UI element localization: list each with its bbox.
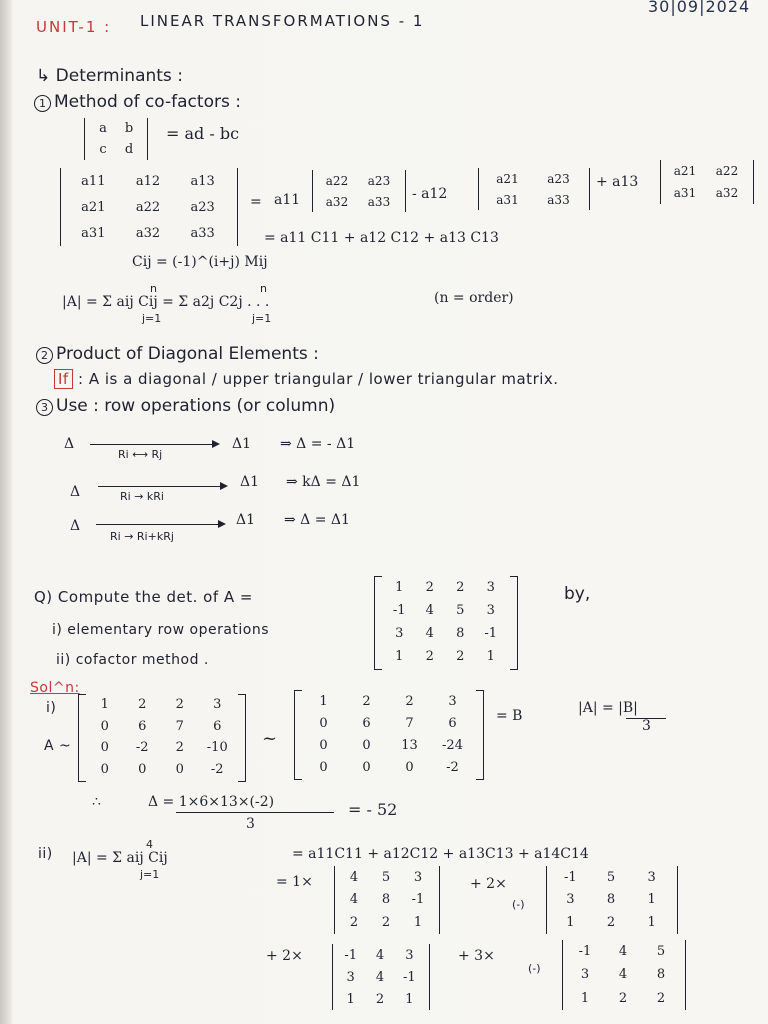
op2-lhs: Δ xyxy=(70,484,81,500)
term4-prefix: + 3× xyxy=(458,948,495,964)
m1-entry: -10 xyxy=(206,740,228,756)
term1-prefix: = 1× xyxy=(276,874,313,890)
minor2-entry: a23 xyxy=(547,171,570,186)
det2-entry: b xyxy=(124,121,134,136)
tilde-symbol: ~ xyxy=(262,728,278,749)
mc-entry: 3 xyxy=(346,969,355,985)
m2-entry: 1 xyxy=(319,693,328,709)
minor-c-entries xyxy=(336,944,424,1010)
method3-title: Use : row operations (or column) xyxy=(56,396,336,416)
qm-entry: -1 xyxy=(484,626,498,641)
m2-entry: 13 xyxy=(401,737,418,753)
qm-entry: 2 xyxy=(425,580,434,595)
det3-entry: a32 xyxy=(135,225,161,241)
det2-entry: c xyxy=(99,142,107,157)
ma-entry: -1 xyxy=(411,892,425,908)
det3-entry: a23 xyxy=(190,199,215,215)
method3-heading xyxy=(36,396,335,416)
page-date: 30|09|2024 xyxy=(648,0,751,16)
m2-entry: 0 xyxy=(319,759,328,775)
det3-entry: a33 xyxy=(190,225,215,241)
solution-a-tilde: A ~ xyxy=(44,738,72,754)
m2-entry: 6 xyxy=(448,715,457,731)
op2-label: Ri → kRi xyxy=(120,490,164,503)
minor3-entry: a32 xyxy=(715,186,739,200)
qm-entry: -1 xyxy=(392,603,406,618)
matrix1-right-bracket xyxy=(238,694,246,782)
matrix2-right-bracket xyxy=(476,690,484,780)
question-matrix xyxy=(384,576,506,668)
mc-entry: 1 xyxy=(405,991,414,1007)
det2-entry: d xyxy=(124,142,134,157)
mc-entry: 2 xyxy=(375,991,385,1007)
minor3-entry: a21 xyxy=(673,164,697,178)
det3-entry: a21 xyxy=(81,199,106,215)
question-matrix-left-bracket xyxy=(374,576,382,670)
expansion-minus-a12: - a12 xyxy=(412,186,448,202)
det-3x3-entries xyxy=(66,168,230,246)
m2-entry: 3 xyxy=(448,693,457,709)
det3-entry: a22 xyxy=(135,199,161,215)
page-title: LINEAR TRANSFORMATIONS - 1 xyxy=(140,12,425,30)
md-entry: 4 xyxy=(618,967,628,983)
minor3-entry: a31 xyxy=(673,186,697,200)
method1-title: Method of co-factors : xyxy=(54,92,241,112)
mc-entry: 4 xyxy=(375,947,385,963)
minor1-entry: a22 xyxy=(325,173,349,188)
ii-lower-limit: j=1 xyxy=(140,868,160,881)
op2-rhs: Δ1 xyxy=(240,474,260,490)
op2-arrow xyxy=(98,486,226,487)
ma-entry: 3 xyxy=(413,869,423,885)
expansion-equals: = xyxy=(250,194,262,210)
m2-entry: -24 xyxy=(442,737,463,753)
if-box: If xyxy=(54,369,73,389)
question-part2: ii) cofactor method . xyxy=(56,652,209,668)
minor-d-entries xyxy=(566,940,680,1010)
m1-entry: 0 xyxy=(100,718,109,734)
minor1-entry: a23 xyxy=(367,173,391,188)
m1-entry: 0 xyxy=(175,761,184,777)
mc-entry: -1 xyxy=(402,969,416,985)
method2-heading xyxy=(36,344,319,364)
delta-denominator: 3 xyxy=(246,816,255,832)
m1-entry: 2 xyxy=(175,697,184,713)
op1-lhs: Δ xyxy=(64,436,75,452)
solution-matrix-1 xyxy=(86,694,236,780)
matrix1-left-bracket xyxy=(78,694,86,782)
minor2-entry: a31 xyxy=(496,192,519,207)
question-label: Q) Compute the det. of A = xyxy=(34,588,253,606)
delta-numerator: Δ = 1×6×13×(-2) xyxy=(148,794,275,810)
solution-part1-label: i) xyxy=(46,700,57,716)
sum-upper-limit-2: n xyxy=(260,282,267,295)
sum-lower-limit: j=1 xyxy=(142,312,162,325)
m2-entry: -2 xyxy=(446,759,459,775)
method1-heading xyxy=(34,92,241,112)
ma-entry: 2 xyxy=(349,915,359,931)
m1-entry: 7 xyxy=(175,718,184,734)
ii-upper-limit: 4 xyxy=(146,838,153,851)
qm-entry: 1 xyxy=(486,649,495,664)
question-part1: i) elementary row operations xyxy=(52,622,270,638)
minor-3-entries xyxy=(664,160,748,204)
delta-result: = - 52 xyxy=(348,800,398,819)
md-entry: -1 xyxy=(578,944,592,960)
det2-entry: a xyxy=(99,121,107,136)
mc-entry: 4 xyxy=(375,969,385,985)
op3-result: ⇒ Δ = Δ1 xyxy=(284,512,350,528)
qm-entry: 3 xyxy=(486,603,495,618)
solution-label: Sol^n: xyxy=(30,680,80,696)
m2-entry: 2 xyxy=(362,693,371,709)
m2-entry: 0 xyxy=(362,737,371,753)
mc-entry: 1 xyxy=(346,991,355,1007)
md-entry: 3 xyxy=(580,967,590,983)
det3-entry: a31 xyxy=(81,225,106,241)
ma-entry: 5 xyxy=(381,869,391,885)
solution-matrix-2 xyxy=(302,690,474,778)
op3-lhs: Δ xyxy=(70,518,81,534)
cofactor-sum: = a11 C11 + a12 C12 + a13 C13 xyxy=(264,230,499,246)
m2-entry: 0 xyxy=(362,759,371,775)
mb-entry: 1 xyxy=(566,915,575,931)
minor2-entry: a33 xyxy=(547,192,570,207)
term2-prefix: + 2× xyxy=(470,876,507,892)
minor1-entry: a33 xyxy=(367,194,391,209)
qm-entry: 8 xyxy=(456,626,465,641)
md-entry: 4 xyxy=(618,944,628,960)
mb-entry: 1 xyxy=(647,892,656,908)
mb-entry: -1 xyxy=(563,869,577,885)
method2-title: Product of Diagonal Elements : xyxy=(56,344,319,364)
qm-entry: 1 xyxy=(395,649,404,664)
op3-arrow xyxy=(96,524,224,525)
det3-entry: a11 xyxy=(81,173,106,189)
term2-sign: (-) xyxy=(512,898,525,911)
equals-b: = B xyxy=(496,708,523,724)
mb-entry: 5 xyxy=(606,869,616,885)
m1-entry: 0 xyxy=(100,740,109,756)
ma-entry: 4 xyxy=(349,892,359,908)
qm-entry: 2 xyxy=(456,649,465,664)
qm-entry: 1 xyxy=(395,580,404,595)
mb-entry: 1 xyxy=(647,915,656,931)
mb-entry: 3 xyxy=(647,869,656,885)
if-text: : A is a diagonal / upper triangular / lower triangular matrix. xyxy=(78,370,559,388)
ma-entry: 4 xyxy=(349,869,359,885)
m1-entry: -2 xyxy=(210,761,224,777)
cofactor-definition: Cij = (-1)^(i+j) Mij xyxy=(132,254,268,270)
m2-entry: 0 xyxy=(319,737,328,753)
minor1-entry: a32 xyxy=(325,194,349,209)
section-heading-determinants: ↳ Determinants : xyxy=(36,66,183,86)
m1-entry: -2 xyxy=(135,740,149,756)
question-by: by, xyxy=(564,584,591,604)
op1-result: ⇒ Δ = - Δ1 xyxy=(280,436,356,452)
m1-entry: 0 xyxy=(138,761,147,777)
op1-label: Ri ⟷ Rj xyxy=(118,448,163,461)
op1-rhs: Δ1 xyxy=(232,436,252,452)
mc-entry: 3 xyxy=(405,947,414,963)
op2-result: ⇒ kΔ = Δ1 xyxy=(286,474,361,490)
cofactor-expansion-formula: |A| = Σ aij Cij xyxy=(72,850,168,866)
m2-entry: 6 xyxy=(362,715,371,731)
m1-entry: 2 xyxy=(175,740,184,756)
ma-entry: 8 xyxy=(381,892,391,908)
m1-entry: 0 xyxy=(100,761,109,777)
minor2-entry: a21 xyxy=(496,171,519,186)
det3-entry: a12 xyxy=(135,173,161,189)
md-entry: 1 xyxy=(580,990,590,1006)
m2-entry: 7 xyxy=(405,715,414,731)
abs-denominator: 3 xyxy=(642,718,651,734)
qm-entry: 4 xyxy=(425,603,434,618)
delta-fraction-bar xyxy=(176,812,334,813)
unit-label: UNIT-1 : xyxy=(36,18,112,36)
matrix2-left-bracket xyxy=(294,690,302,780)
m2-entry: 2 xyxy=(405,693,414,709)
det2-result: = ad - bc xyxy=(166,124,240,143)
minor-2-entries xyxy=(482,168,584,210)
mb-entry: 2 xyxy=(606,915,616,931)
expansion-a11: a11 xyxy=(274,192,301,208)
qm-entry: 3 xyxy=(486,580,495,595)
mb-entry: 3 xyxy=(566,892,575,908)
cofactor-expansion-rhs: = a11C11 + a12C12 + a13C13 + a14C14 xyxy=(292,846,589,862)
md-entry: 2 xyxy=(618,990,628,1006)
m1-entry: 1 xyxy=(100,697,109,713)
qm-entry: 5 xyxy=(456,603,465,618)
m1-entry: 6 xyxy=(138,718,147,734)
md-entry: 8 xyxy=(656,967,666,983)
sum-lower-limit-2: j=1 xyxy=(252,312,272,325)
md-entry: 5 xyxy=(656,944,666,960)
m1-entry: 2 xyxy=(138,697,147,713)
m1-entry: 6 xyxy=(213,718,222,734)
sum-upper-limit: n xyxy=(150,282,157,295)
minor-1-entries xyxy=(316,170,400,212)
abs-a-eq-abs-b: |A| = |B| xyxy=(578,700,638,716)
md-entry: 2 xyxy=(656,990,666,1006)
ma-entry: 1 xyxy=(413,915,423,931)
method2-condition xyxy=(54,370,559,388)
qm-entry: 2 xyxy=(456,580,465,595)
minor-b-entries xyxy=(550,866,672,934)
qm-entry: 3 xyxy=(395,626,404,641)
method3-number: 3 xyxy=(36,399,53,416)
ma-entry: 2 xyxy=(381,915,391,931)
method2-number: 2 xyxy=(36,347,53,364)
order-note: (n = order) xyxy=(434,290,514,306)
op3-label: Ri → Ri+kRj xyxy=(110,530,174,543)
det3-entry: a13 xyxy=(190,173,215,189)
minor3-entry: a22 xyxy=(715,164,739,178)
m2-entry: 0 xyxy=(405,759,414,775)
minor-a-entries xyxy=(338,866,434,934)
qm-entry: 2 xyxy=(425,649,434,664)
qm-entry: 4 xyxy=(425,626,434,641)
expansion-plus-a13: + a13 xyxy=(596,174,639,190)
abs-a-formula: |A| = Σ aij Cij = Σ a2j C2j . . . xyxy=(62,294,270,310)
det-2x2-entries xyxy=(90,118,142,160)
term4-sign: (-) xyxy=(528,962,541,975)
term3-prefix: + 2× xyxy=(266,948,303,964)
op3-rhs: Δ1 xyxy=(236,512,256,528)
method1-number: 1 xyxy=(34,95,51,112)
mc-entry: -1 xyxy=(344,947,357,963)
solution-part2-label: ii) xyxy=(38,846,53,862)
op1-arrow xyxy=(90,444,218,445)
therefore-symbol: ∴ xyxy=(92,794,101,810)
question-matrix-right-bracket xyxy=(510,576,518,670)
m2-entry: 0 xyxy=(319,715,328,731)
page-binding-edge xyxy=(0,0,12,1024)
mb-entry: 8 xyxy=(606,892,616,908)
m1-entry: 3 xyxy=(213,697,222,713)
